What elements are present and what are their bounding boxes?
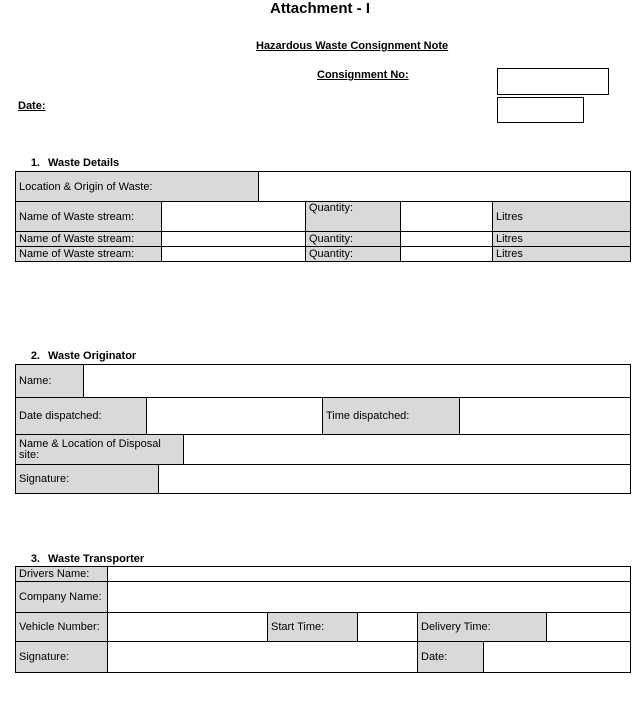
originator-signature-table [15,464,631,494]
delivery-time-field[interactable] [547,613,631,642]
date-dispatched-field[interactable] [147,398,323,435]
dispatch-table [15,397,631,435]
transporter-date-field[interactable] [484,642,631,673]
originator-name-field[interactable] [84,365,631,398]
delivery-time-label: Delivery Time: [418,613,547,642]
date-dispatched-label: Date dispatched: [16,398,147,435]
originator-signature-field[interactable] [159,465,631,494]
vehicle-table [15,612,631,642]
start-time-field[interactable] [358,613,418,642]
section-2-number: 2. [30,350,40,362]
start-time-label: Start Time: [268,613,358,642]
quantity-field[interactable] [401,247,493,262]
quantity-label: Quantity: [306,202,401,232]
quantity-label: Quantity: [306,232,401,247]
originator-signature-label: Signature: [16,465,159,494]
vehicle-number-field[interactable] [108,613,268,642]
section-1-heading [20,157,119,169]
unit-label: Litres [493,247,631,262]
consignment-no-label: Consignment No: [317,69,409,81]
section-3-title: Waste Transporter [48,553,145,565]
section-1-title: Waste Details [48,157,120,169]
quantity-label: Quantity: [306,247,401,262]
form-subtitle: Hazardous Waste Consignment Note [256,40,449,52]
waste-details-location-table [15,171,631,202]
consignment-no-field[interactable] [497,68,609,95]
page-title: Attachment - I [269,0,370,17]
section-1-number: 1. [30,157,40,169]
section-2-title: Waste Originator [48,350,137,362]
section-3-heading [20,553,144,565]
disposal-site-table [15,434,631,465]
unit-label: Litres [493,202,631,232]
vehicle-number-label: Vehicle Number: [16,613,108,642]
section-2-heading [20,350,136,362]
table-row [16,202,631,232]
transporter-signature-label: Signature: [16,642,108,673]
waste-stream-field[interactable] [162,247,306,262]
location-origin-label: Location & Origin of Waste: [16,172,259,202]
company-name-field[interactable] [108,582,631,613]
waste-stream-field[interactable] [162,232,306,247]
date-field[interactable] [497,97,584,123]
transporter-date-label: Date: [418,642,484,673]
disposal-site-label: Name & Location of Disposal site: [16,435,184,465]
waste-stream-field[interactable] [162,202,306,232]
waste-stream-label: Name of Waste stream: [16,232,162,247]
drivers-name-field[interactable] [108,567,631,582]
company-name-label: Company Name: [16,582,108,613]
date-label: Date: [18,100,46,112]
drivers-name-label: Drivers Name: [16,567,108,582]
section-3-number: 3. [30,553,40,565]
table-row [16,232,631,247]
location-origin-field[interactable] [259,172,631,202]
transporter-top-table [15,566,631,613]
originator-name-table [15,364,631,398]
unit-label: Litres [493,232,631,247]
quantity-field[interactable] [401,232,493,247]
originator-name-label: Name: [16,365,84,398]
waste-details-table [15,201,631,262]
transporter-signature-field[interactable] [108,642,418,673]
disposal-site-field[interactable] [184,435,631,465]
transporter-signature-table [15,641,631,673]
waste-stream-label: Name of Waste stream: [16,202,162,232]
time-dispatched-field[interactable] [460,398,631,435]
waste-stream-label: Name of Waste stream: [16,247,162,262]
time-dispatched-label: Time dispatched: [323,398,460,435]
quantity-field[interactable] [401,202,493,232]
table-row [16,247,631,262]
